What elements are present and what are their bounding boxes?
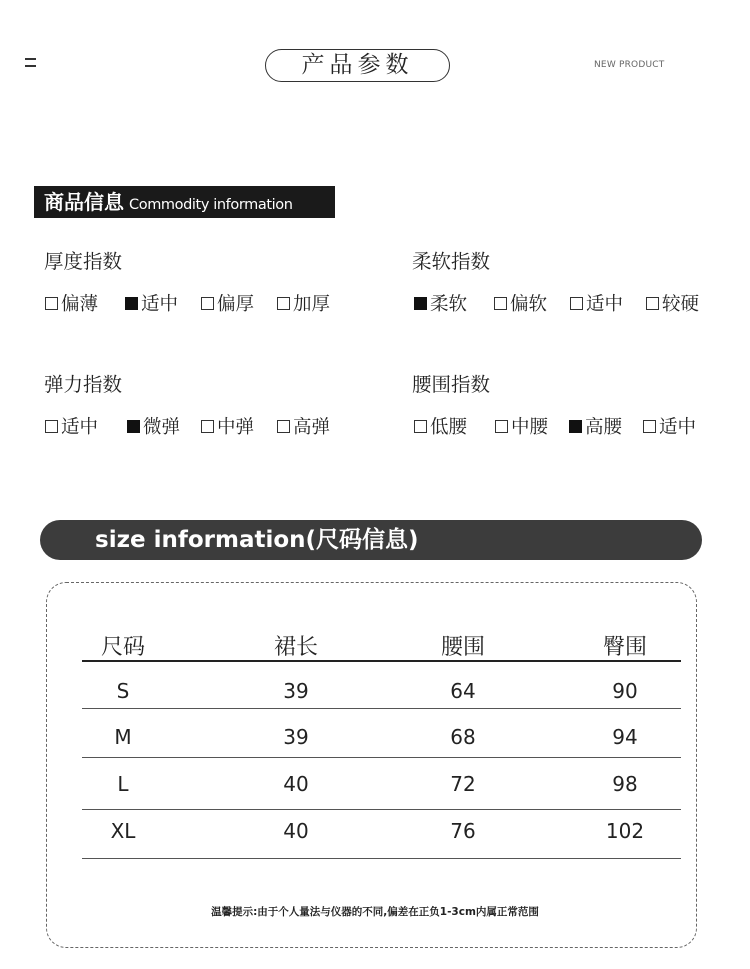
checkbox-icon [277, 297, 290, 310]
page-subtitle: NEW PRODUCT [594, 60, 665, 70]
option-high-stretch[interactable] [277, 413, 330, 439]
option-high-waist[interactable] [569, 413, 622, 439]
table-cell-skirt-length: 40 [283, 819, 309, 843]
option-slightly-soft[interactable] [494, 290, 547, 316]
waist-index-title: 腰围指数 [412, 373, 491, 396]
option-label: 偏厚 [217, 294, 255, 315]
thickness-index-title: 厚度指数 [44, 250, 123, 273]
option-low-waist[interactable] [414, 413, 467, 439]
checkbox-icon [494, 297, 507, 310]
checkbox-icon [45, 297, 58, 310]
option-label: 微弹 [143, 417, 181, 438]
table-cell-waist: 72 [450, 772, 476, 796]
table-header-waist: 腰围 [440, 635, 485, 660]
commodity-title-en: Commodity information [129, 197, 293, 213]
checkbox-icon [201, 420, 214, 433]
table-cell-waist: 76 [450, 819, 476, 843]
size-info-banner: size information(尺码信息) [40, 520, 702, 560]
table-header-divider [82, 660, 681, 662]
option-moderate[interactable] [570, 290, 623, 316]
commodity-title-cn: 商品信息 [44, 190, 124, 214]
option-medium[interactable] [125, 290, 178, 316]
table-cell-waist: 68 [450, 725, 476, 749]
table-row-divider [82, 708, 681, 709]
checkbox-icon [643, 420, 656, 433]
option-soft[interactable] [414, 290, 467, 316]
option-label: 柔软 [430, 294, 468, 315]
option-label: 适中 [141, 294, 179, 315]
size-note: 温馨提示:由于个人量法与仪器的不同,偏差在正负1-3cm内属正常范围 [211, 906, 539, 918]
table-bottom-line [82, 858, 681, 859]
checkbox-icon [495, 420, 508, 433]
table-cell-hip: 94 [612, 725, 638, 749]
checkbox-icon [45, 420, 58, 433]
option-label: 适中 [659, 417, 697, 438]
table-header-size: 尺码 [100, 635, 145, 660]
table-cell-waist: 64 [450, 679, 476, 703]
table-cell-hip: 102 [605, 819, 645, 843]
table-header-hip: 臀围 [602, 635, 647, 660]
option-moderate[interactable] [45, 413, 98, 439]
table-cell-skirt-length: 40 [283, 772, 309, 796]
table-cell-size: S [116, 679, 130, 703]
option-thick[interactable] [201, 290, 254, 316]
softness-index-title: 柔软指数 [412, 250, 491, 273]
checkbox-checked-icon [414, 297, 427, 310]
menu-icon[interactable] [25, 58, 36, 67]
option-slight-stretch[interactable] [127, 413, 180, 439]
option-firm[interactable] [646, 290, 699, 316]
option-label: 低腰 [430, 417, 468, 438]
commodity-info-heading [34, 186, 335, 218]
checkbox-icon [570, 297, 583, 310]
option-label: 加厚 [293, 294, 331, 315]
table-cell-size: XL [110, 819, 136, 843]
checkbox-checked-icon [127, 420, 140, 433]
table-cell-size: L [117, 772, 129, 796]
table-cell-skirt-length: 39 [283, 725, 309, 749]
checkbox-icon [277, 420, 290, 433]
option-label: 偏软 [510, 294, 548, 315]
checkbox-checked-icon [125, 297, 138, 310]
page-title: 产品参数 [265, 49, 450, 82]
table-row-divider [82, 809, 681, 810]
option-label: 高腰 [585, 417, 623, 438]
table-row-divider [82, 757, 681, 758]
table-header-skirt-length: 裙长 [273, 635, 318, 660]
option-label: 中腰 [511, 417, 549, 438]
elasticity-index-title: 弹力指数 [44, 373, 123, 396]
option-label: 适中 [586, 294, 624, 315]
table-cell-skirt-length: 39 [283, 679, 309, 703]
option-thin[interactable] [45, 290, 98, 316]
table-cell-hip: 90 [612, 679, 638, 703]
option-label: 高弹 [293, 417, 331, 438]
option-label: 中弹 [217, 417, 255, 438]
option-extra-thick[interactable] [277, 290, 330, 316]
checkbox-checked-icon [569, 420, 582, 433]
table-cell-hip: 98 [612, 772, 638, 796]
option-mid-waist[interactable] [495, 413, 548, 439]
table-cell-size: M [114, 725, 132, 749]
checkbox-icon [414, 420, 427, 433]
option-moderate[interactable] [643, 413, 696, 439]
option-medium-stretch[interactable] [201, 413, 254, 439]
option-label: 较硬 [662, 294, 700, 315]
option-label: 偏薄 [61, 294, 99, 315]
checkbox-icon [201, 297, 214, 310]
checkbox-icon [646, 297, 659, 310]
option-label: 适中 [61, 417, 99, 438]
